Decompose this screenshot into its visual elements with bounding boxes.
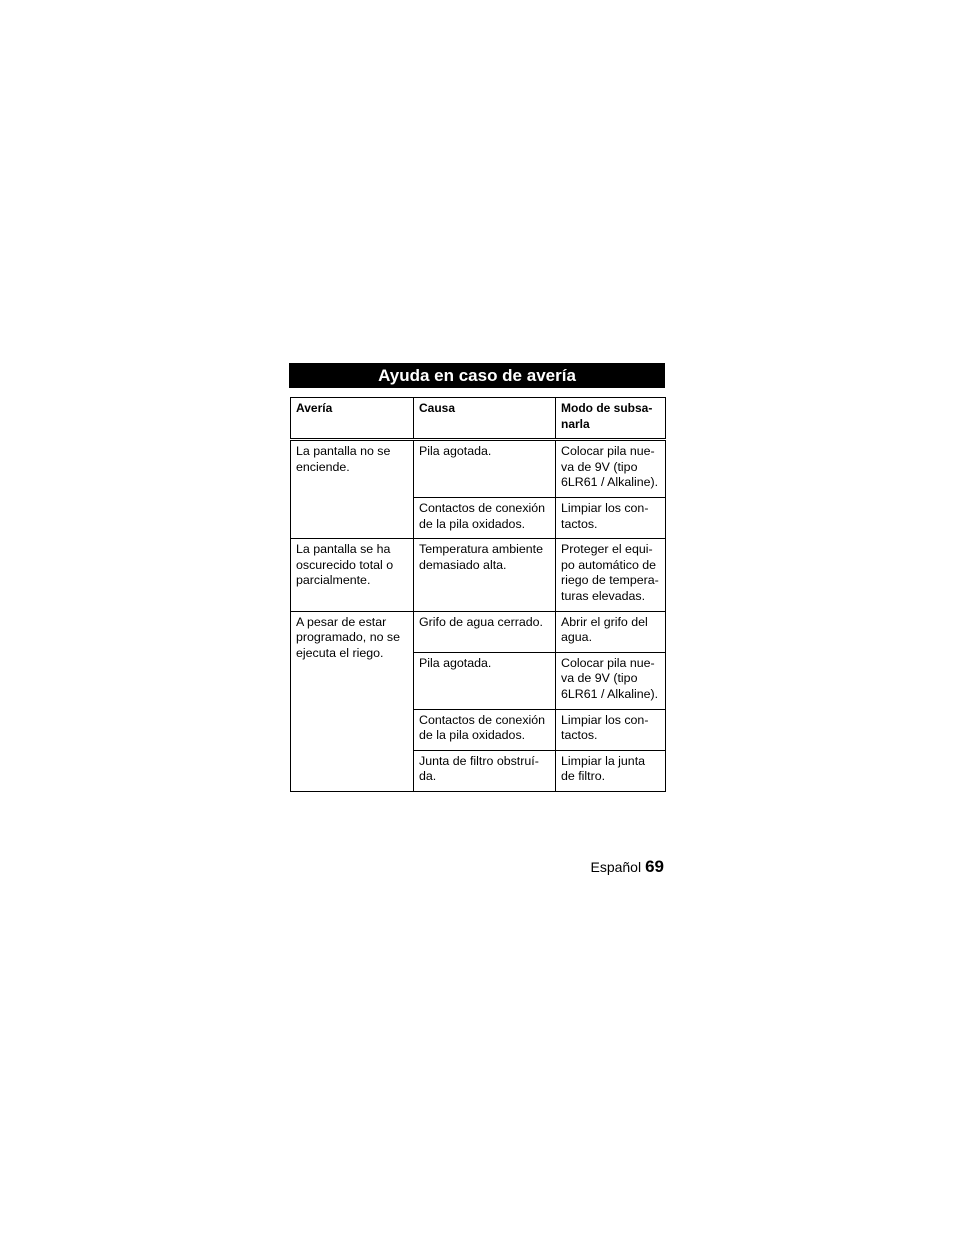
cause-cell: Contactos de conexión de la pila oxidados. bbox=[414, 497, 556, 538]
table-row bbox=[291, 440, 666, 498]
cause-cell: Pila agotada. bbox=[414, 440, 556, 498]
table-row bbox=[291, 539, 666, 611]
cause-cell: Junta de filtro obstruí- da. bbox=[414, 750, 556, 791]
header-remedy: Modo de subsa- narla bbox=[556, 398, 666, 440]
cause-cell: Pila agotada. bbox=[414, 652, 556, 709]
remedy-cell: Limpiar los con- tactos. bbox=[556, 497, 666, 538]
page-footer bbox=[590, 856, 664, 878]
cause-cell: Contactos de conexión de la pila oxidados. bbox=[414, 709, 556, 750]
table-row bbox=[291, 611, 666, 652]
cause-cell: Grifo de agua cerrado. bbox=[414, 611, 556, 652]
fault-cell: A pesar de estar programado, no se ejecuta el riego. bbox=[291, 611, 414, 791]
remedy-cell: Proteger el equi- po automático de riego de tempera- turas elevadas. bbox=[556, 539, 666, 611]
page-number: 69 bbox=[645, 857, 664, 876]
section-title: Ayuda en caso de avería bbox=[289, 363, 665, 388]
troubleshooting-table bbox=[290, 397, 666, 792]
remedy-cell: Abrir el grifo del agua. bbox=[556, 611, 666, 652]
fault-cell: La pantalla se ha oscurecido total o parcialmente. bbox=[291, 539, 414, 611]
remedy-cell: Colocar pila nue- va de 9V (tipo 6LR61 / Alkaline). bbox=[556, 652, 666, 709]
fault-cell: La pantalla no se enciende. bbox=[291, 440, 414, 539]
cause-cell: Temperatura ambiente demasiado alta. bbox=[414, 539, 556, 611]
footer-language: Español bbox=[590, 859, 642, 875]
remedy-cell: Limpiar la junta de filtro. bbox=[556, 750, 666, 791]
table-header-row bbox=[291, 398, 666, 440]
remedy-cell: Limpiar los con- tactos. bbox=[556, 709, 666, 750]
header-cause: Causa bbox=[414, 398, 556, 440]
remedy-cell: Colocar pila nue- va de 9V (tipo 6LR61 / Alkaline). bbox=[556, 440, 666, 498]
header-fault: Avería bbox=[291, 398, 414, 440]
